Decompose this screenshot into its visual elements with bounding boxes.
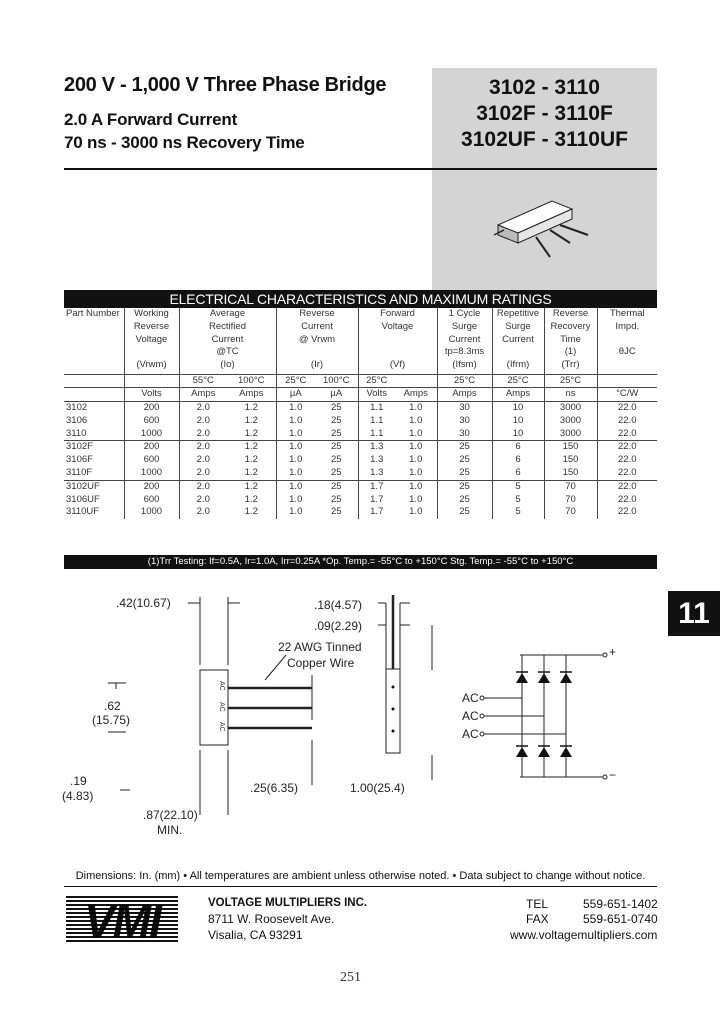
- table-row: [64, 441, 657, 454]
- part-number-standard: 3102 - 3110: [489, 76, 600, 99]
- table-cell: 150: [544, 467, 597, 480]
- table-cell: 25: [330, 454, 342, 466]
- table-cell: 150: [544, 454, 597, 467]
- table-cell: 5: [492, 506, 544, 519]
- table-cell: 1.0: [409, 493, 423, 505]
- part-number-cell: 3106F: [66, 454, 93, 466]
- dim-height-mm: (15.75): [92, 713, 131, 727]
- table-cell: 22.0: [597, 454, 657, 467]
- table-cell: 1.0: [276, 467, 315, 480]
- table-cell: 5: [492, 480, 544, 493]
- dim-pitch: .25(6.35): [250, 781, 299, 795]
- website-link[interactable]: www.voltagemultipliers.com: [510, 928, 658, 942]
- dim-overall: 1.00(25.4): [350, 781, 405, 795]
- col-header-part-number: Part Number: [66, 308, 120, 319]
- schematic-ac-3: AC: [462, 727, 479, 741]
- table-cell: 30: [437, 415, 492, 428]
- fax-label: FAX: [526, 912, 549, 926]
- col-header-ifsm: 1 Cycle Surge Current tp=8.3ms (Ifsm): [437, 308, 492, 374]
- table-cell: 1.0: [409, 454, 423, 466]
- col-header-vrwm: Working Reverse Voltage (Vrwm): [124, 308, 179, 374]
- part-number-cell: 3110: [66, 427, 87, 439]
- table-cell: 1.7: [358, 506, 395, 519]
- schematic-minus: −: [609, 768, 617, 782]
- table-cell: 30: [437, 402, 492, 415]
- table-cell: 10: [492, 415, 544, 428]
- table-cell: 25: [330, 414, 342, 426]
- company-name: VOLTAGE MULTIPLIERS INC.: [208, 897, 368, 909]
- table-row: [64, 480, 657, 493]
- table-cell: 25: [330, 506, 342, 518]
- table-cell: 1.2: [244, 454, 258, 466]
- table-cell: 1.7: [358, 494, 395, 507]
- table-cell: 1.1: [358, 428, 395, 441]
- table-cell: 1.0: [395, 402, 437, 415]
- table-cell: 25: [437, 506, 492, 519]
- table-cell: 1.2: [244, 427, 258, 439]
- table-cell: 1.3: [358, 454, 395, 467]
- part-number-cell: 3102: [64, 402, 124, 415]
- table-cell: 25: [437, 454, 492, 467]
- vmi-logo: [66, 896, 178, 942]
- table-row: [64, 402, 657, 415]
- table-cell: 10: [492, 428, 544, 441]
- table-cell: 22.0: [597, 467, 657, 480]
- table-cell: 1.0: [409, 467, 423, 479]
- table-row: [64, 467, 657, 480]
- table-cell: 25: [330, 493, 342, 505]
- section-tab: 11: [668, 591, 720, 636]
- wire-note-2: Copper Wire: [287, 656, 355, 670]
- table-cell: 25: [437, 441, 492, 454]
- table-cell: 6: [492, 467, 544, 480]
- table-cell: 1.0: [276, 506, 315, 519]
- dim-edge: .19: [70, 774, 87, 788]
- table-cell: 2.0: [179, 441, 227, 454]
- table-cell: 5: [492, 494, 544, 507]
- part-number-ultrafast: 3102UF - 3110UF: [461, 128, 628, 151]
- part-number-cell: 3102F: [64, 441, 124, 454]
- tel-number: 559-651-1402: [583, 897, 658, 911]
- table-cell: 1.2: [227, 402, 276, 415]
- side-view-body: [386, 669, 400, 753]
- col-header-io: Average Rectified Current @TC (Io): [179, 308, 276, 374]
- header-rule: [64, 168, 657, 170]
- table-cell: 2.0: [179, 494, 227, 507]
- table-cell: 1.0: [409, 506, 423, 518]
- dim-lead-length-min: MIN.: [157, 823, 183, 837]
- table-cell: 2.0: [179, 402, 227, 415]
- units-row: Volts Amps Amps µA µA Volts Amps Amps Amps ns °C/W: [64, 388, 657, 402]
- dim-width: .42(10.67): [116, 596, 171, 610]
- company-address-2: Visalia, CA 93291: [208, 928, 303, 942]
- table-cell: 30: [437, 428, 492, 441]
- table-cell: 2.0: [179, 454, 227, 467]
- table-cell: 70: [544, 494, 597, 507]
- col-header-ir: Reverse Current @ Vrwm (Ir): [276, 308, 358, 374]
- table-cell: 1.0: [276, 428, 315, 441]
- part-number-cell: 3110UF: [66, 506, 100, 518]
- table-row: [64, 506, 657, 519]
- table-cell: 1.2: [227, 480, 276, 493]
- dim-lead-length: .87(22.10): [143, 808, 198, 822]
- table-cell: 1000: [124, 506, 179, 519]
- table-row: [64, 415, 657, 428]
- table-cell: 25: [315, 480, 358, 493]
- table-cell: 2.0: [179, 480, 227, 493]
- table-cell: 1.0: [276, 415, 315, 428]
- table-cell: 1.2: [244, 414, 258, 426]
- table-cell: 1000: [124, 467, 179, 480]
- table-cell: 6: [492, 454, 544, 467]
- schematic-plus: +: [609, 645, 617, 659]
- table-cell: 10: [492, 402, 544, 415]
- table-cell: 1.0: [276, 454, 315, 467]
- table-header-row: [64, 308, 657, 374]
- table-cell: 22.0: [597, 494, 657, 507]
- table-cell: 1.0: [409, 427, 423, 439]
- dim-lead-dia: .18(4.57): [314, 598, 363, 612]
- table-row: [64, 428, 657, 441]
- table-cell: 1.0: [395, 441, 437, 454]
- table-row: [64, 454, 657, 467]
- table-cell: 1.3: [358, 467, 395, 480]
- col-header-thermal: Thermal Impd. θJC: [597, 308, 657, 374]
- page-number: 251: [340, 970, 361, 985]
- fax-number: 559-651-0740: [583, 912, 658, 926]
- table-cell: 1.0: [276, 441, 315, 454]
- company-address-1: 8711 W. Roosevelt Ave.: [208, 912, 335, 926]
- body-mark-ac-2: AC: [218, 702, 225, 712]
- trr-test-note: (1)Trr Testing: If=0.5A, Ir=1.0A, Irr=0.25A *Op. Temp.= -55°C to +150°C Stg. Temp.= -55°C to +150°C: [64, 555, 657, 569]
- schematic-ac-2: AC: [462, 709, 479, 723]
- table-cell: 70: [544, 480, 597, 493]
- body-mark-ac-3: AC: [218, 722, 225, 732]
- part-number-fast: 3102F - 3110F: [476, 102, 613, 125]
- page-title: 200 V - 1,000 V Three Phase Bridge: [64, 74, 387, 96]
- subtitle-current: 2.0 A Forward Current: [64, 110, 238, 129]
- table-cell: 70: [544, 506, 597, 519]
- table-cell: 1.0: [409, 414, 423, 426]
- table-cell: 1.2: [244, 506, 258, 518]
- ratings-table: [64, 308, 657, 519]
- table-cell: 25: [330, 427, 342, 439]
- table-cell: 25: [330, 467, 342, 479]
- table-cell: 150: [544, 441, 597, 454]
- body-mark-ac-1: AC: [218, 681, 225, 691]
- table-cell: 200: [124, 402, 179, 415]
- table-cell: 1.2: [244, 467, 258, 479]
- dim-thickness: .09(2.29): [314, 619, 363, 633]
- package-illustration: [490, 185, 600, 265]
- wire-note-1: 22 AWG Tinned: [278, 640, 362, 654]
- schematic-ac-1: AC: [462, 691, 479, 705]
- temperature-row: 55°C 100°C 25°C 100°C 25°C 25°C 25°C 25°C: [64, 374, 657, 388]
- table-cell: 3000: [544, 402, 597, 415]
- part-number-cell: 3106: [66, 414, 88, 426]
- footer-note: Dimensions: In. (mm) • All temperatures are ambient unless otherwise noted. • Data subject to change without notice.: [75, 870, 646, 882]
- table-title: ELECTRICAL CHARACTERISTICS AND MAXIMUM RATINGS: [64, 290, 657, 308]
- table-cell: 200: [124, 441, 179, 454]
- table-cell: 25: [315, 441, 358, 454]
- table-cell: 2.0: [179, 415, 227, 428]
- table-cell: 22.0: [597, 506, 657, 519]
- table-cell: 22.0: [597, 402, 657, 415]
- table-cell: 1.2: [244, 493, 258, 505]
- part-number-cell: 3106UF: [66, 493, 100, 505]
- dim-edge-mm: (4.83): [62, 789, 94, 803]
- table-cell: 600: [124, 454, 179, 467]
- table-cell: 1.2: [227, 441, 276, 454]
- table-cell: 2.0: [179, 506, 227, 519]
- table-cell: 3000: [544, 428, 597, 441]
- subtitle-recovery: 70 ns - 3000 ns Recovery Time: [64, 133, 305, 152]
- table-cell: 1.0: [276, 480, 315, 493]
- col-header-trr: Reverse Recovery Time (1) (Trr): [544, 308, 597, 374]
- tel-label: TEL: [526, 897, 549, 911]
- table-cell: 600: [124, 494, 179, 507]
- table-cell: 25: [315, 402, 358, 415]
- table-cell: 25: [437, 480, 492, 493]
- table-cell: 1.0: [395, 480, 437, 493]
- vmi-logo-text: VMI: [84, 896, 160, 942]
- table-cell: 22.0: [597, 415, 657, 428]
- table-cell: 2.0: [179, 467, 227, 480]
- table-cell: 1.7: [358, 480, 395, 493]
- table-cell: 1000: [124, 428, 179, 441]
- table-cell: 22.0: [597, 441, 657, 454]
- part-number-cell: 3110F: [66, 467, 93, 479]
- table-cell: 1.0: [276, 402, 315, 415]
- col-header-ifrm: Repetitive Surge Current (Ifrm): [492, 308, 544, 374]
- table-cell: 25: [437, 494, 492, 507]
- footer-rule: [64, 886, 657, 887]
- table-cell: 1.1: [358, 402, 395, 415]
- part-number-cell: 3102UF: [64, 480, 124, 493]
- table-cell: 25: [437, 467, 492, 480]
- dim-height: .62: [104, 699, 121, 713]
- table-cell: 600: [124, 415, 179, 428]
- table-cell: 1.0: [276, 494, 315, 507]
- table-cell: 22.0: [597, 480, 657, 493]
- table-row: [64, 494, 657, 507]
- table-cell: 22.0: [597, 428, 657, 441]
- table-cell: 1.3: [358, 441, 395, 454]
- table-cell: 200: [124, 480, 179, 493]
- table-cell: 3000: [544, 415, 597, 428]
- table-cell: 1.1: [358, 415, 395, 428]
- col-header-vf: Forward Voltage (Vf): [358, 308, 437, 374]
- table-cell: 6: [492, 441, 544, 454]
- table-cell: 2.0: [179, 428, 227, 441]
